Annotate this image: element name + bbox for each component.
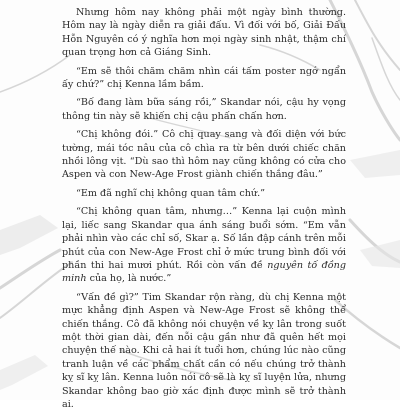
brush-stroke xyxy=(372,38,400,100)
paragraph xyxy=(62,6,346,60)
paragraph xyxy=(62,291,346,412)
brush-stroke xyxy=(355,0,400,70)
body-text xyxy=(62,6,346,416)
brush-blot xyxy=(0,355,48,390)
text-run: “Em sẽ thôi chăm chăm nhìn cái tấm poster ngớ ngẩn ấy chứ?” chị Kenna lầm bầm. xyxy=(62,65,346,91)
paragraph xyxy=(62,128,346,182)
paragraph xyxy=(62,65,346,92)
text-run: “Vấn đề gì?” Tim Skandar rộn ràng, dù chị Kenna một mực khẳng định Aspen và New-Age Frost sẽ không thể chiến thắng. Cô đã không nói chuyện về kỵ lân trong suốt một thời gian dài, đến nỗi cậu gần như đã quên hết mọi chuyện thế nào. Khi cả hai ít tuổi hơn, chúng lúc nào cũng tranh luận về các phẩm chất cần có nếu chúng trở thành kỵ sĩ kỵ lân. Kenna luôn nói cô sẽ là kỵ sĩ luyện lửa, nhưng Skandar không bao giờ xác định được mình sẽ trở thành ai. xyxy=(62,291,346,410)
text-run: Nhưng hôm nay không phải một ngày bình thường. Hôm nay là ngày diễn ra giải đấu. Vì đối với bố, Giải Đấu Hỗn Nguyên có ý nghĩa hơn mọi ngày sinh nhật, thậm chí quan trọng hơn cả Giáng Sinh. xyxy=(62,7,346,59)
brush-stroke xyxy=(0,55,70,92)
brush-blot xyxy=(0,215,58,255)
italic-text-run: nguyên tố đồng minh xyxy=(62,259,346,285)
text-run: “Em đã nghĩ chị không quan tâm chứ.” xyxy=(76,187,266,199)
text-run: của họ, là nước.” xyxy=(86,273,172,285)
paragraph xyxy=(62,96,346,123)
brush-stroke xyxy=(0,250,60,288)
text-run: “Chị không quan tâm, nhưng…” Kenna lại cuộn mình lại, liếc sang Skandar qua ánh sáng buổi sớm. “Em vẫn phải nhìn vào các chỉ số, Skar ạ. Số lần đập cánh trên mỗi phút của con New-Age Frost chỉ ở mức trung bình đối với phần thi hai mươi phút. Rồi còn vấn đề xyxy=(62,206,346,271)
brush-blot xyxy=(350,150,400,178)
text-run: “Bố đang làm bữa sáng rồi,” Skandar nói, cậu hy vọng thông tin này sẽ khiến chị cậu phấn chấn hơn. xyxy=(62,97,346,122)
text-run: “Chị không đói.” Cô chị quay sang và đối diện với bức tường, mái tóc nâu của cô chìa ra từ bên dưới chiếc chăn nhồi lông vịt. “Dù sao thì hôm nay cũng không có cửa cho Aspen và con New-Age Frost giành chiến thắng đâu.” xyxy=(62,129,346,181)
brush-blot xyxy=(360,240,400,268)
paragraph xyxy=(62,205,346,285)
paragraph xyxy=(62,187,346,200)
